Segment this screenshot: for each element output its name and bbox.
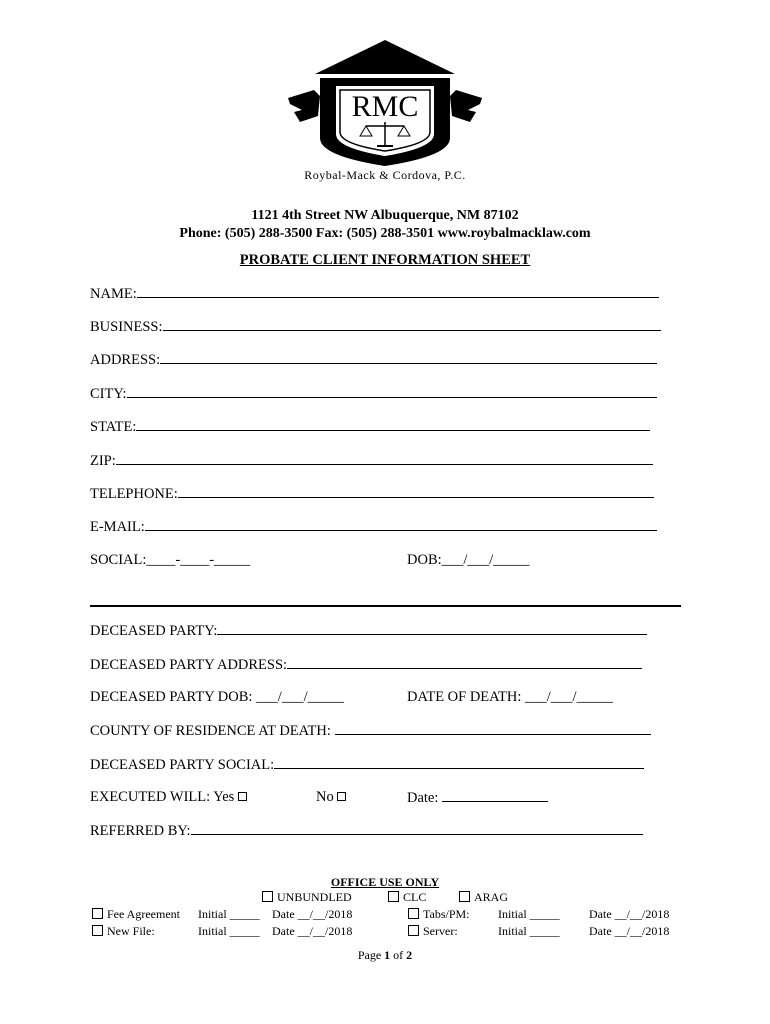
no-option <box>316 789 346 806</box>
deceased-social-label: DECEASED PARTY SOCIAL: <box>90 757 275 773</box>
deceased-dob-field[interactable]: DECEASED PARTY DOB: ___/___/_____ <box>90 689 344 705</box>
clc-option[interactable] <box>388 890 426 905</box>
executed-will-field <box>90 789 247 806</box>
dob-field[interactable]: DOB:___/___/_____ <box>407 552 530 568</box>
county-field[interactable] <box>90 722 651 740</box>
arag-label: ARAG <box>474 890 509 904</box>
address-field[interactable] <box>90 351 657 369</box>
date-of-death-field[interactable]: DATE OF DEATH: ___/___/_____ <box>407 689 613 705</box>
tabs-pm-date[interactable]: Date __/__/2018 <box>589 907 670 921</box>
telephone-label: TELEPHONE: <box>90 486 178 502</box>
name-label: NAME: <box>90 286 137 302</box>
tabs-pm-option[interactable] <box>408 907 470 922</box>
deceased-party-field[interactable] <box>90 622 647 640</box>
tabs-pm-initial[interactable]: Initial _____ <box>498 907 560 921</box>
clc-checkbox[interactable] <box>388 891 399 902</box>
state-field[interactable] <box>90 418 650 436</box>
svg-text:RMC: RMC <box>351 90 419 123</box>
fee-agreement-label: Fee Agreement <box>107 907 180 921</box>
state-label: STATE: <box>90 419 137 435</box>
deceased-address-label: DECEASED PARTY ADDRESS: <box>90 657 288 673</box>
referred-by-label: REFERRED BY: <box>90 823 191 839</box>
new-file-checkbox[interactable] <box>92 925 103 936</box>
firm-contact: Phone: (505) 288-3500 Fax: (505) 288-3501 www.roybalmacklaw.com <box>179 226 591 241</box>
office-use-title: OFFICE USE ONLY <box>330 875 440 889</box>
deceased-party-label: DECEASED PARTY: <box>90 623 218 639</box>
email-label: E-MAIL: <box>90 519 145 535</box>
tabs-pm-checkbox[interactable] <box>408 908 419 919</box>
social-field[interactable]: SOCIAL:____-____-_____ <box>90 552 251 568</box>
deceased-address-field[interactable] <box>90 656 642 674</box>
server-option[interactable] <box>408 924 458 939</box>
will-date-label: Date: <box>407 790 439 806</box>
arag-checkbox[interactable] <box>459 891 470 902</box>
city-label: CITY: <box>90 386 127 402</box>
deceased-social-field[interactable] <box>90 756 644 774</box>
server-label: Server: <box>423 924 458 938</box>
server-checkbox[interactable] <box>408 925 419 936</box>
rmc-seal-icon <box>280 38 490 188</box>
business-field[interactable] <box>90 318 661 336</box>
no-checkbox[interactable] <box>337 792 346 801</box>
email-field[interactable] <box>90 518 657 536</box>
executed-will-label: EXECUTED WILL: Yes <box>90 789 235 805</box>
server-date[interactable]: Date __/__/2018 <box>589 924 670 938</box>
page-number: Page 1 of 2 <box>357 948 413 962</box>
clc-label: CLC <box>403 890 427 904</box>
referred-by-field[interactable] <box>90 822 643 840</box>
name-field[interactable] <box>90 285 659 303</box>
firm-name: Roybal-Mack & Cordova, P.C. <box>304 168 466 182</box>
county-label: COUNTY OF RESIDENCE AT DEATH: <box>90 723 331 739</box>
unbundled-option[interactable] <box>262 890 352 905</box>
arag-option[interactable] <box>459 890 508 905</box>
new-file-initial[interactable]: Initial _____ <box>198 924 260 938</box>
new-file-option[interactable] <box>92 924 155 939</box>
no-label: No <box>316 789 334 805</box>
tabs-pm-label: Tabs/PM: <box>423 907 470 921</box>
new-file-label: New File: <box>107 924 155 938</box>
zip-label: ZIP: <box>90 453 116 469</box>
firm-logo <box>280 38 490 188</box>
zip-field[interactable] <box>90 452 653 470</box>
will-date-field[interactable] <box>407 789 548 807</box>
unbundled-checkbox[interactable] <box>262 891 273 902</box>
form-title: PROBATE CLIENT INFORMATION SHEET <box>239 252 531 268</box>
fee-agreement-checkbox[interactable] <box>92 908 103 919</box>
city-field[interactable] <box>90 385 657 403</box>
fee-agreement-date[interactable]: Date __/__/2018 <box>272 907 353 921</box>
address-label: ADDRESS: <box>90 352 161 368</box>
firm-address: 1121 4th Street NW Albuquerque, NM 87102 <box>251 208 519 223</box>
telephone-field[interactable] <box>90 485 654 503</box>
section-divider <box>90 605 681 607</box>
fee-agreement-option[interactable] <box>92 907 180 922</box>
unbundled-label: UNBUNDLED <box>277 890 352 904</box>
yes-checkbox[interactable] <box>238 792 247 801</box>
fee-agreement-initial[interactable]: Initial _____ <box>198 907 260 921</box>
new-file-date[interactable]: Date __/__/2018 <box>272 924 353 938</box>
server-initial[interactable]: Initial _____ <box>498 924 560 938</box>
business-label: BUSINESS: <box>90 319 163 335</box>
